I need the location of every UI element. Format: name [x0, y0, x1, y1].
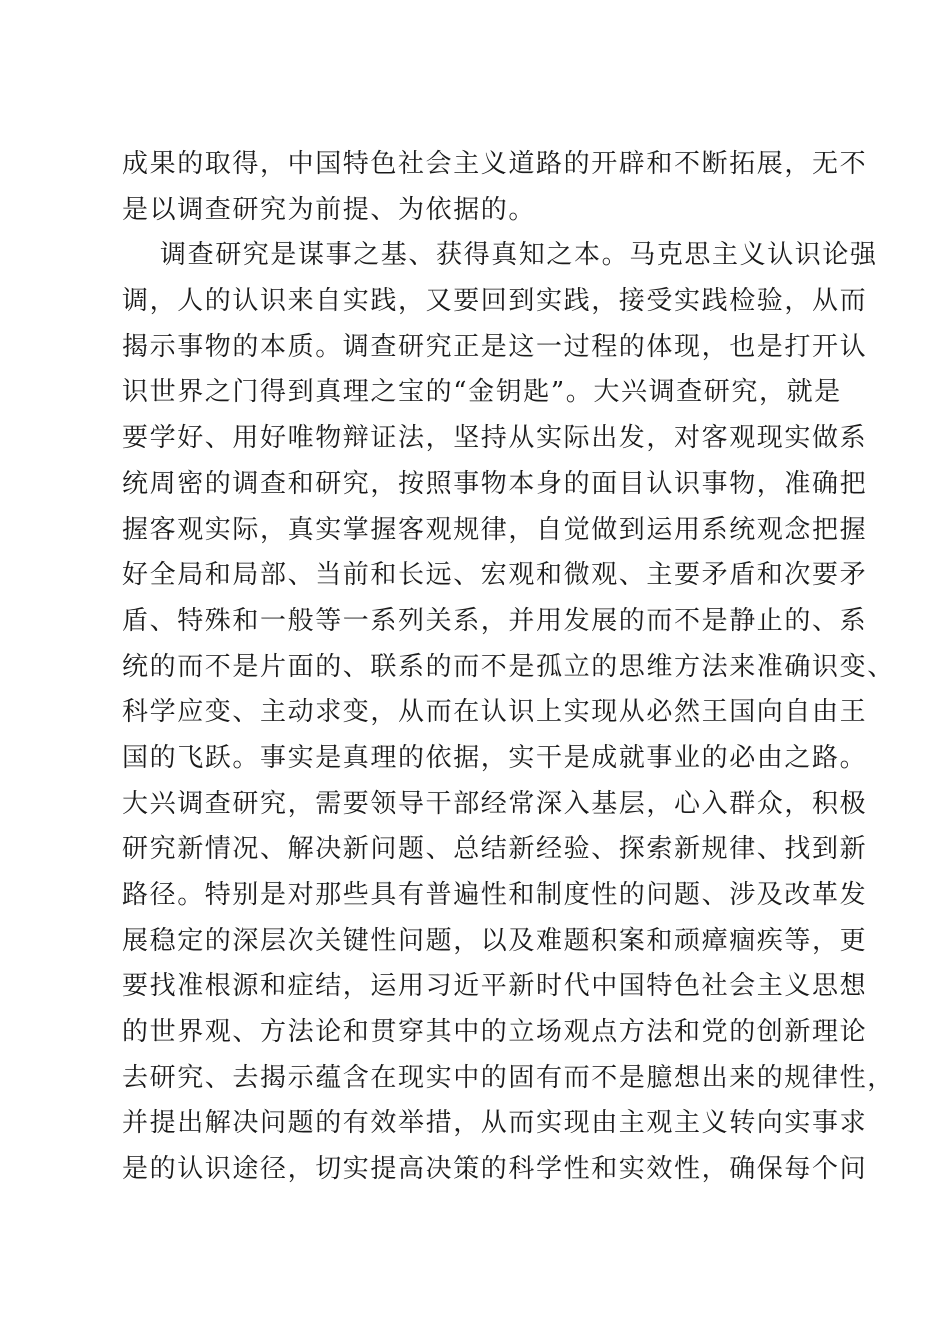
text-line: 识世界之门得到真理之宝的“金钥匙”。大兴调查研究，就是: [122, 377, 842, 408]
text-line: 研究新情况、解决新问题、总结新经验、探索新规律、找到新: [122, 834, 868, 865]
paragraph-start-line: 调查研究是谋事之基、获得真知之本。马克思主义认识论强: [160, 240, 878, 271]
text-line: 并提出解决问题的有效举措，从而实现由主观主义转向实事求: [122, 1108, 868, 1139]
text-line: 去研究、去揭示蕴含在现实中的固有而不是臆想出来的规律性，: [122, 1062, 895, 1093]
text-line: 盾、特殊和一般等一系列关系，并用发展的而不是静止的、系: [122, 605, 868, 636]
text-line: 要找准根源和症结，运用习近平新时代中国特色社会主义思想: [122, 971, 868, 1002]
text-line: 的世界观、方法论和贯穿其中的立场观点方法和党的创新理论: [122, 1017, 868, 1048]
text-line: 是的认识途径，切实提高决策的科学性和实效性，确保每个问: [122, 1154, 868, 1185]
text-line: 好全局和局部、当前和长远、宏观和微观、主要矛盾和次要矛: [122, 560, 868, 591]
text-line: 科学应变、主动求变，从而在认识上实现从必然王国向自由王: [122, 697, 868, 728]
text-line: 展稳定的深层次关键性问题，以及难题积案和顽瘴痼疾等，更: [122, 925, 868, 956]
text-line: 要学好、用好唯物辩证法，坚持从实际出发，对客观现实做系: [122, 423, 868, 454]
text-line: 统的而不是片面的、联系的而不是孤立的思维方法来准确识变、: [122, 651, 895, 682]
text-line: 国的飞跃。事实是真理的依据，实干是成就事业的必由之路。: [122, 742, 868, 773]
text-line: 大兴调查研究，需要领导干部经常深入基层，心入群众，积极: [122, 788, 868, 819]
text-line: 调，人的认识来自实践，又要回到实践，接受实践检验，从而: [122, 286, 868, 317]
body-text: [122, 142, 895, 1193]
text-line: 握客观实际，真实掌握客观规律，自觉做到运用系统观念把握: [122, 514, 868, 545]
text-line: 是以调查研究为前提、为依据的。: [122, 194, 537, 225]
text-line: 揭示事物的本质。调查研究正是这一过程的体现，也是打开认: [122, 331, 868, 362]
text-line: 路径。特别是对那些具有普遍性和制度性的问题、涉及改革发: [122, 880, 868, 910]
text-line: 成果的取得，中国特色社会主义道路的开辟和不断拓展，无不: [122, 149, 868, 179]
text-line: 统周密的调查和研究，按照事物本身的面目认识事物，准确把: [122, 468, 868, 499]
